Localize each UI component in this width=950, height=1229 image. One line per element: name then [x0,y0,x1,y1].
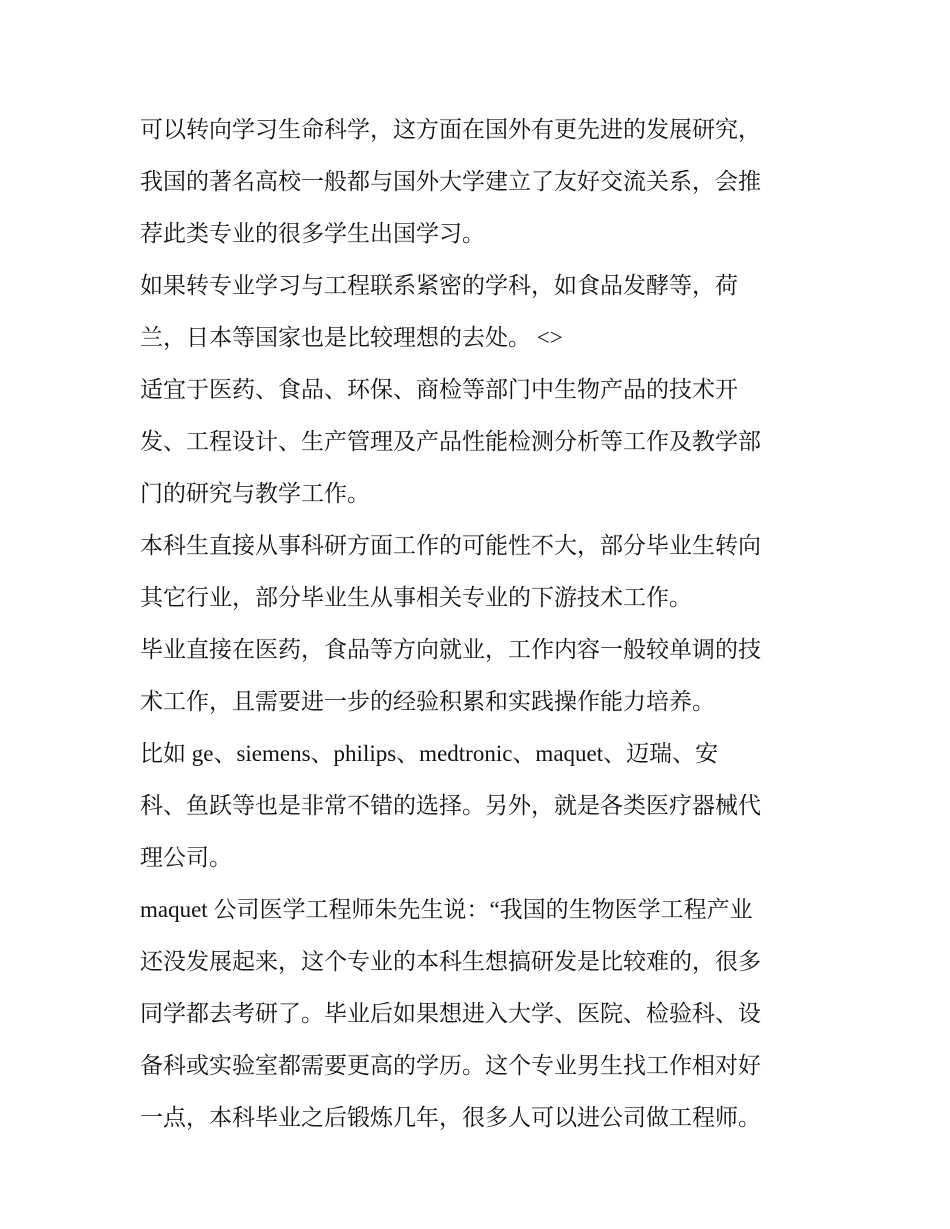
paragraph-7 [140,884,820,1144]
text-line: 如果转专业学习与工程联系紧密的学科，如食品发酵等，荷 [140,273,738,298]
text-line: 适宜于医药、食品、环保、商检等部门中生物产品的技术开 [140,377,738,402]
text-line: 备科或实验室都需要更高的学历。这个专业男生找工作相对好 [140,1053,761,1078]
text-line: 发、工程设计、生产管理及产品性能检测分析等工作及教学部 [140,429,761,454]
paragraph-4 [140,520,820,624]
text-line: 门的研究与教学工作。 [140,481,370,506]
text-line: 其它行业，部分毕业生从事相关专业的下游技术工作。 [140,585,692,610]
paragraph-3 [140,364,820,520]
text-line: 科、鱼跃等也是非常不错的选择。另外，就是各类医疗器械代 [140,793,761,818]
paragraph-2 [140,260,820,364]
text-line: 还没发展起来，这个专业的本科生想搞研发是比较难的，很多 [140,949,761,974]
text-line: 同学都去考研了。毕业后如果想进入大学、医院、检验科、设 [140,1001,761,1026]
text-line: 理公司。 [140,845,232,870]
document-body [140,104,820,1144]
paragraph-6 [140,728,820,884]
paragraph-5 [140,624,820,728]
text-line: maquet 公司医学工程师朱先生说：“我国的生物医学工程产业 [140,897,753,922]
text-line: 可以转向学习生命科学，这方面在国外有更先进的发展研究， [140,117,761,142]
text-line: 比如 ge、siemens、philips、medtronic、maquet、迈瑞、安 [140,741,719,766]
text-line: 一点，本科毕业之后锻炼几年，很多人可以进公司做工程师。 [140,1105,761,1130]
text-line: 兰，日本等国家也是比较理想的去处。 <> [140,325,563,350]
paragraph-1 [140,104,820,260]
text-line: 我国的著名高校一般都与国外大学建立了友好交流关系，会推 [140,169,761,194]
text-line: 毕业直接在医药，食品等方向就业，工作内容一般较单调的技 [140,637,761,662]
text-line: 荐此类专业的很多学生出国学习。 [140,221,485,246]
text-line: 本科生直接从事科研方面工作的可能性不大，部分毕业生转向 [140,533,761,558]
text-line: 术工作，且需要进一步的经验积累和实践操作能力培养。 [140,689,715,714]
